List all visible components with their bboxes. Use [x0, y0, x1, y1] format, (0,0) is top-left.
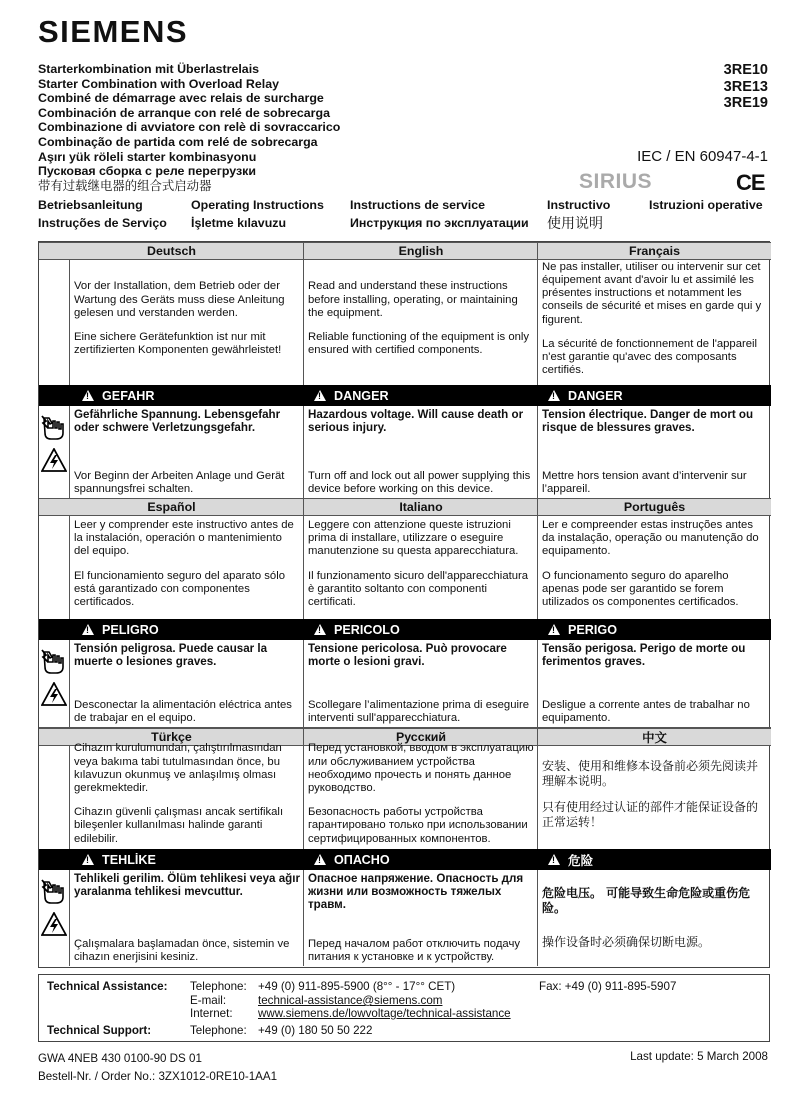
standard-label: IEC / EN 60947-4-1 — [637, 148, 768, 165]
intro-text: O funcionamento seguro do aparelho apenas pode ser garantido se forem utilizados os componentes certificados. — [542, 569, 739, 608]
doc-number: GWA 4NEB 430 0100-90 DS 01 — [38, 1052, 202, 1065]
danger-warning: 危险电压。 可能导致生命危险或重伤危险。 — [542, 886, 751, 915]
label-ru: Инструкция по эксплуатации — [350, 216, 529, 230]
model-3re13: 3RE13 — [723, 78, 768, 95]
intro-cell — [304, 742, 538, 849]
lang-header: Русский — [304, 728, 538, 746]
warning-triangle-icon — [82, 624, 94, 635]
column-divider — [69, 406, 70, 498]
lang-header: Español — [39, 498, 304, 516]
column-divider — [303, 242, 304, 260]
column-divider — [537, 746, 538, 849]
column-divider — [69, 870, 70, 966]
label-en: Operating Instructions — [191, 198, 324, 212]
email-link[interactable]: technical-assistance@siemens.com — [258, 994, 443, 1007]
instruction-labels — [38, 198, 770, 234]
column-divider — [69, 746, 70, 849]
sirius-logo: SIRIUS — [579, 170, 653, 193]
danger-warning: Hazardous voltage. Will cause death or serious injury. — [308, 408, 524, 435]
label-de: Betriebsanleitung — [38, 198, 143, 212]
intro-text: Leggere con attenzione queste istruzioni prima di installare, utilizzare o eseguire manutenzione su questa apparecchiatura. — [308, 518, 519, 558]
column-divider — [303, 406, 304, 498]
intro-text: 只有使用经过认证的部件才能保证设备的正常运转！ — [542, 799, 759, 829]
intro-cell — [70, 516, 304, 619]
intro-text: La sécurité de fonctionnement de l'appareil n'est garantie qu'avec des composants certifiés. — [542, 337, 758, 377]
danger-instruction: Scollegare l’alimentazione prima di eseguire interventi sull'apparecchiatura. — [308, 698, 530, 724]
model-3re10: 3RE10 — [723, 62, 768, 78]
label-zh: 使用说明 — [547, 216, 603, 232]
lang-header: Türkçe — [39, 728, 304, 746]
danger-bar — [304, 619, 538, 640]
danger-warning: Опасное напряжение. Опасность для жизни или возможность тяжелых травм. — [308, 872, 524, 912]
danger-instruction: Mettre hors tension avant d’intervenir sur l’appareil. — [542, 469, 747, 495]
column-divider — [537, 870, 538, 966]
label-pt: Instruções de Serviço — [38, 216, 167, 230]
danger-warning: Tensión peligrosa. Puede causar la muerte o lesiones graves. — [74, 642, 268, 669]
warning-triangle-icon — [314, 624, 326, 635]
intro-text: 安装、使用和维修本设备前必须先阅读并理解本说明。 — [542, 758, 759, 788]
danger-cell — [538, 408, 771, 498]
lang-header: Deutsch — [39, 242, 304, 260]
hand-shock-icon — [41, 648, 67, 676]
title-de: Starterkombination mit Überlastrelais — [38, 62, 260, 76]
hand-shock-icon — [41, 878, 67, 906]
lang-header: 中文 — [538, 728, 771, 746]
title-ru: Пусковая сборка с реле перегрузки — [38, 164, 256, 179]
internet-link[interactable]: www.siemens.de/lowvoltage/technical-assistance — [258, 1007, 511, 1020]
warning-triangle-icon — [548, 854, 560, 865]
danger-label: PERICOLO — [334, 622, 400, 637]
column-divider — [303, 640, 304, 727]
warning-triangle-icon — [314, 390, 326, 401]
last-update: Last update: 5 March 2008 — [630, 1050, 768, 1063]
title-pt: Combinação de partida com relé de sobrecarga — [38, 134, 318, 149]
danger-label: PELIGRO — [102, 622, 159, 637]
lang-header: Português — [538, 498, 771, 516]
intro-cell — [70, 742, 304, 849]
danger-cell — [70, 872, 304, 966]
intro-text: Cihazın kurulumundan, çalıştırılmasından veya bakıma tabi tutulmasından önce, bu kılavuzun okunmuş ve anlaşılmış olması gerekmektedir. — [74, 742, 282, 794]
support-phone: +49 (0) 180 50 50 222 — [258, 1024, 373, 1037]
danger-cell — [304, 408, 538, 498]
column-divider — [537, 406, 538, 498]
intro-cell — [538, 516, 771, 619]
danger-label: PERIGO — [568, 622, 617, 637]
intro-text: Перед установкой, вводом в эксплуатацию или обслуживанием устройства необходимо прочесть и понять данное руководство. — [308, 742, 534, 794]
high-voltage-icon — [41, 682, 67, 706]
intro-text: Безопасность работы устройства гарантировано только при использовании сертифицированных компонентов. — [308, 806, 528, 845]
warning-triangle-icon — [548, 624, 560, 635]
danger-instruction: Перед началом работ отключить подачу питания к установке и к устройству. — [308, 937, 520, 963]
label-tr: İşletme kılavuzu — [191, 216, 287, 230]
column-divider — [537, 242, 538, 260]
high-voltage-icon — [41, 448, 67, 472]
footer-contacts — [38, 974, 770, 1042]
intro-cell — [304, 260, 538, 385]
intro-text: Reliable functioning of the equipment is only ensured with certified components. — [308, 331, 530, 357]
column-divider — [537, 516, 538, 619]
tech-support-label: Technical Support: — [47, 1024, 152, 1037]
ce-mark: CE — [736, 170, 765, 195]
title-it: Combinazione di avviatore con relè di sovraccarico — [38, 120, 341, 135]
intro-text: Ler e compreender estas instruções antes da instalação, operação ou manutenção do equipamento. — [542, 518, 759, 558]
danger-bar — [39, 849, 304, 870]
danger-warning: Gefährliche Spannung. Lebensgefahr oder schwere Verletzungsgefahr. — [74, 408, 281, 435]
column-divider — [303, 260, 304, 385]
column-divider — [69, 640, 70, 727]
safety-table — [38, 241, 770, 968]
danger-warning: Tehlikeli gerilim. Ölüm tehlikesi veya ağır yaralanma tehlikesi mevcuttur. — [74, 872, 300, 899]
intro-cell — [538, 260, 771, 385]
danger-instruction: Vor Beginn der Arbeiten Anlage und Gerät spannungsfrei schalten. — [74, 469, 285, 495]
product-titles — [38, 62, 340, 193]
danger-instruction: 操作设备时必须确保切断电源。 — [542, 935, 711, 949]
title-tr: Aşırı yük röleli starter kombinasyonu — [38, 149, 257, 164]
danger-instruction: Desligue a corrente antes de trabalhar no equipamento. — [542, 698, 750, 724]
support-phone-label: Telephone: — [190, 1024, 247, 1037]
danger-warning: Tensione pericolosa. Può provocare morte o lesioni gravi. — [308, 642, 507, 669]
danger-bar — [39, 619, 304, 640]
siemens-logo: SIEMENS — [38, 14, 189, 49]
intro-text: Eine sichere Gerätefunktion ist nur mit zertifizierten Komponenten gewährleistet! — [74, 331, 282, 357]
intro-cell — [538, 746, 771, 849]
intro-text: Vor der Installation, dem Betrieb oder der Wartung des Geräts muss diese Anleitung gelesen und verstanden werden. — [74, 280, 285, 319]
danger-label: DANGER — [568, 388, 623, 403]
danger-bar — [39, 385, 304, 406]
warning-triangle-icon — [82, 390, 94, 401]
document-ids — [38, 1050, 277, 1086]
danger-cell — [538, 872, 771, 966]
title-fr: Combiné de démarrage avec relais de surcharge — [38, 91, 324, 106]
danger-cell — [304, 872, 538, 966]
warning-triangle-icon — [314, 854, 326, 865]
phone-label: Telephone: — [190, 980, 247, 993]
danger-bar — [304, 849, 538, 870]
model-numbers — [724, 62, 768, 112]
lang-header: English — [304, 242, 538, 260]
intro-text: Cihazın güvenli çalışması ancak sertifikalı bileşenler kullanılması halinde garanti edilebilir. — [74, 806, 284, 845]
column-divider — [303, 870, 304, 966]
hand-shock-icon — [41, 414, 67, 442]
danger-cell — [304, 642, 538, 727]
danger-warning: Tensão perigosa. Perigo de morte ou ferimentos graves. — [542, 642, 746, 669]
intro-text: Leer y comprender este instructivo antes de la instalación, operación o mantenimiento del equipo. — [74, 518, 294, 558]
column-divider — [537, 498, 538, 516]
column-divider — [537, 640, 538, 727]
lang-header: Français — [538, 242, 771, 260]
column-divider — [303, 746, 304, 849]
danger-instruction: Çalışmalara başlamadan önce, sistemin ve cihazın enerjisini kesiniz. — [74, 937, 290, 963]
email-label: E-mail: — [190, 994, 227, 1007]
danger-bar — [538, 385, 771, 406]
column-divider — [69, 516, 70, 619]
model-3re19: 3RE19 — [723, 95, 768, 111]
danger-label: TEHLİKE — [102, 852, 156, 867]
intro-text: Ne pas installer, utiliser ou intervenir sur cet équipement avant d'avoir lu et assimilé les présentes instructions et notamment les conseils de sécurité et mises en garde qui y figurent. — [542, 260, 762, 326]
column-divider — [537, 728, 538, 746]
intro-text: Read and understand these instructions before installing, operating, or maintaining the equipment. — [308, 280, 518, 319]
column-divider — [303, 728, 304, 746]
label-es: Instructivo — [547, 198, 611, 212]
column-divider — [69, 260, 70, 385]
danger-bar — [538, 619, 771, 640]
danger-cell — [70, 642, 304, 727]
danger-label: GEFAHR — [102, 388, 155, 403]
assist-phone: +49 (0) 911-895-5900 (8°° - 17°° CET) — [258, 980, 456, 993]
danger-warning: Tension électrique. Danger de mort ou risque de blessures graves. — [542, 408, 754, 435]
intro-text: Il funzionamento sicuro dell'apparecchiatura è garantito soltanto con componenti certificati. — [308, 569, 529, 608]
danger-bar — [538, 849, 771, 870]
warning-triangle-icon — [82, 854, 94, 865]
column-divider — [303, 516, 304, 619]
danger-instruction: Turn off and lock out all power supplying this device before working on this device. — [308, 469, 531, 495]
column-divider — [537, 260, 538, 385]
danger-label: 危险 — [568, 853, 594, 868]
order-number: Bestell-Nr. / Order No.: 3ZX1012-0RE10-1AA1 — [38, 1070, 278, 1083]
label-it: Istruzioni operative — [649, 198, 763, 212]
high-voltage-icon — [41, 912, 67, 936]
title-zh: 带有过载继电器的组合式启动器 — [38, 177, 212, 193]
warning-triangle-icon — [548, 390, 560, 401]
intro-text: El funcionamiento seguro del aparato sólo está garantizado con componentes certificados. — [74, 569, 286, 608]
danger-label: ОПАСНО — [334, 852, 390, 867]
intro-cell — [70, 260, 304, 385]
fax-number: Fax: +49 (0) 911-895-5907 — [539, 980, 677, 993]
title-es: Combinación de arranque con relé de sobrecarga — [38, 105, 330, 120]
tech-assist-label: Technical Assistance: — [47, 980, 168, 993]
danger-label: DANGER — [334, 388, 389, 403]
danger-cell — [538, 642, 771, 727]
danger-instruction: Desconectar la alimentación eléctrica antes de trabajar en el equipo. — [74, 698, 292, 724]
danger-cell — [70, 408, 304, 498]
title-en: Starter Combination with Overload Relay — [38, 76, 279, 91]
lang-header: Italiano — [304, 498, 538, 516]
danger-bar — [304, 385, 538, 406]
internet-label: Internet: — [190, 1007, 233, 1020]
column-divider — [303, 498, 304, 516]
label-fr: Instructions de service — [350, 198, 485, 212]
intro-cell — [304, 516, 538, 619]
